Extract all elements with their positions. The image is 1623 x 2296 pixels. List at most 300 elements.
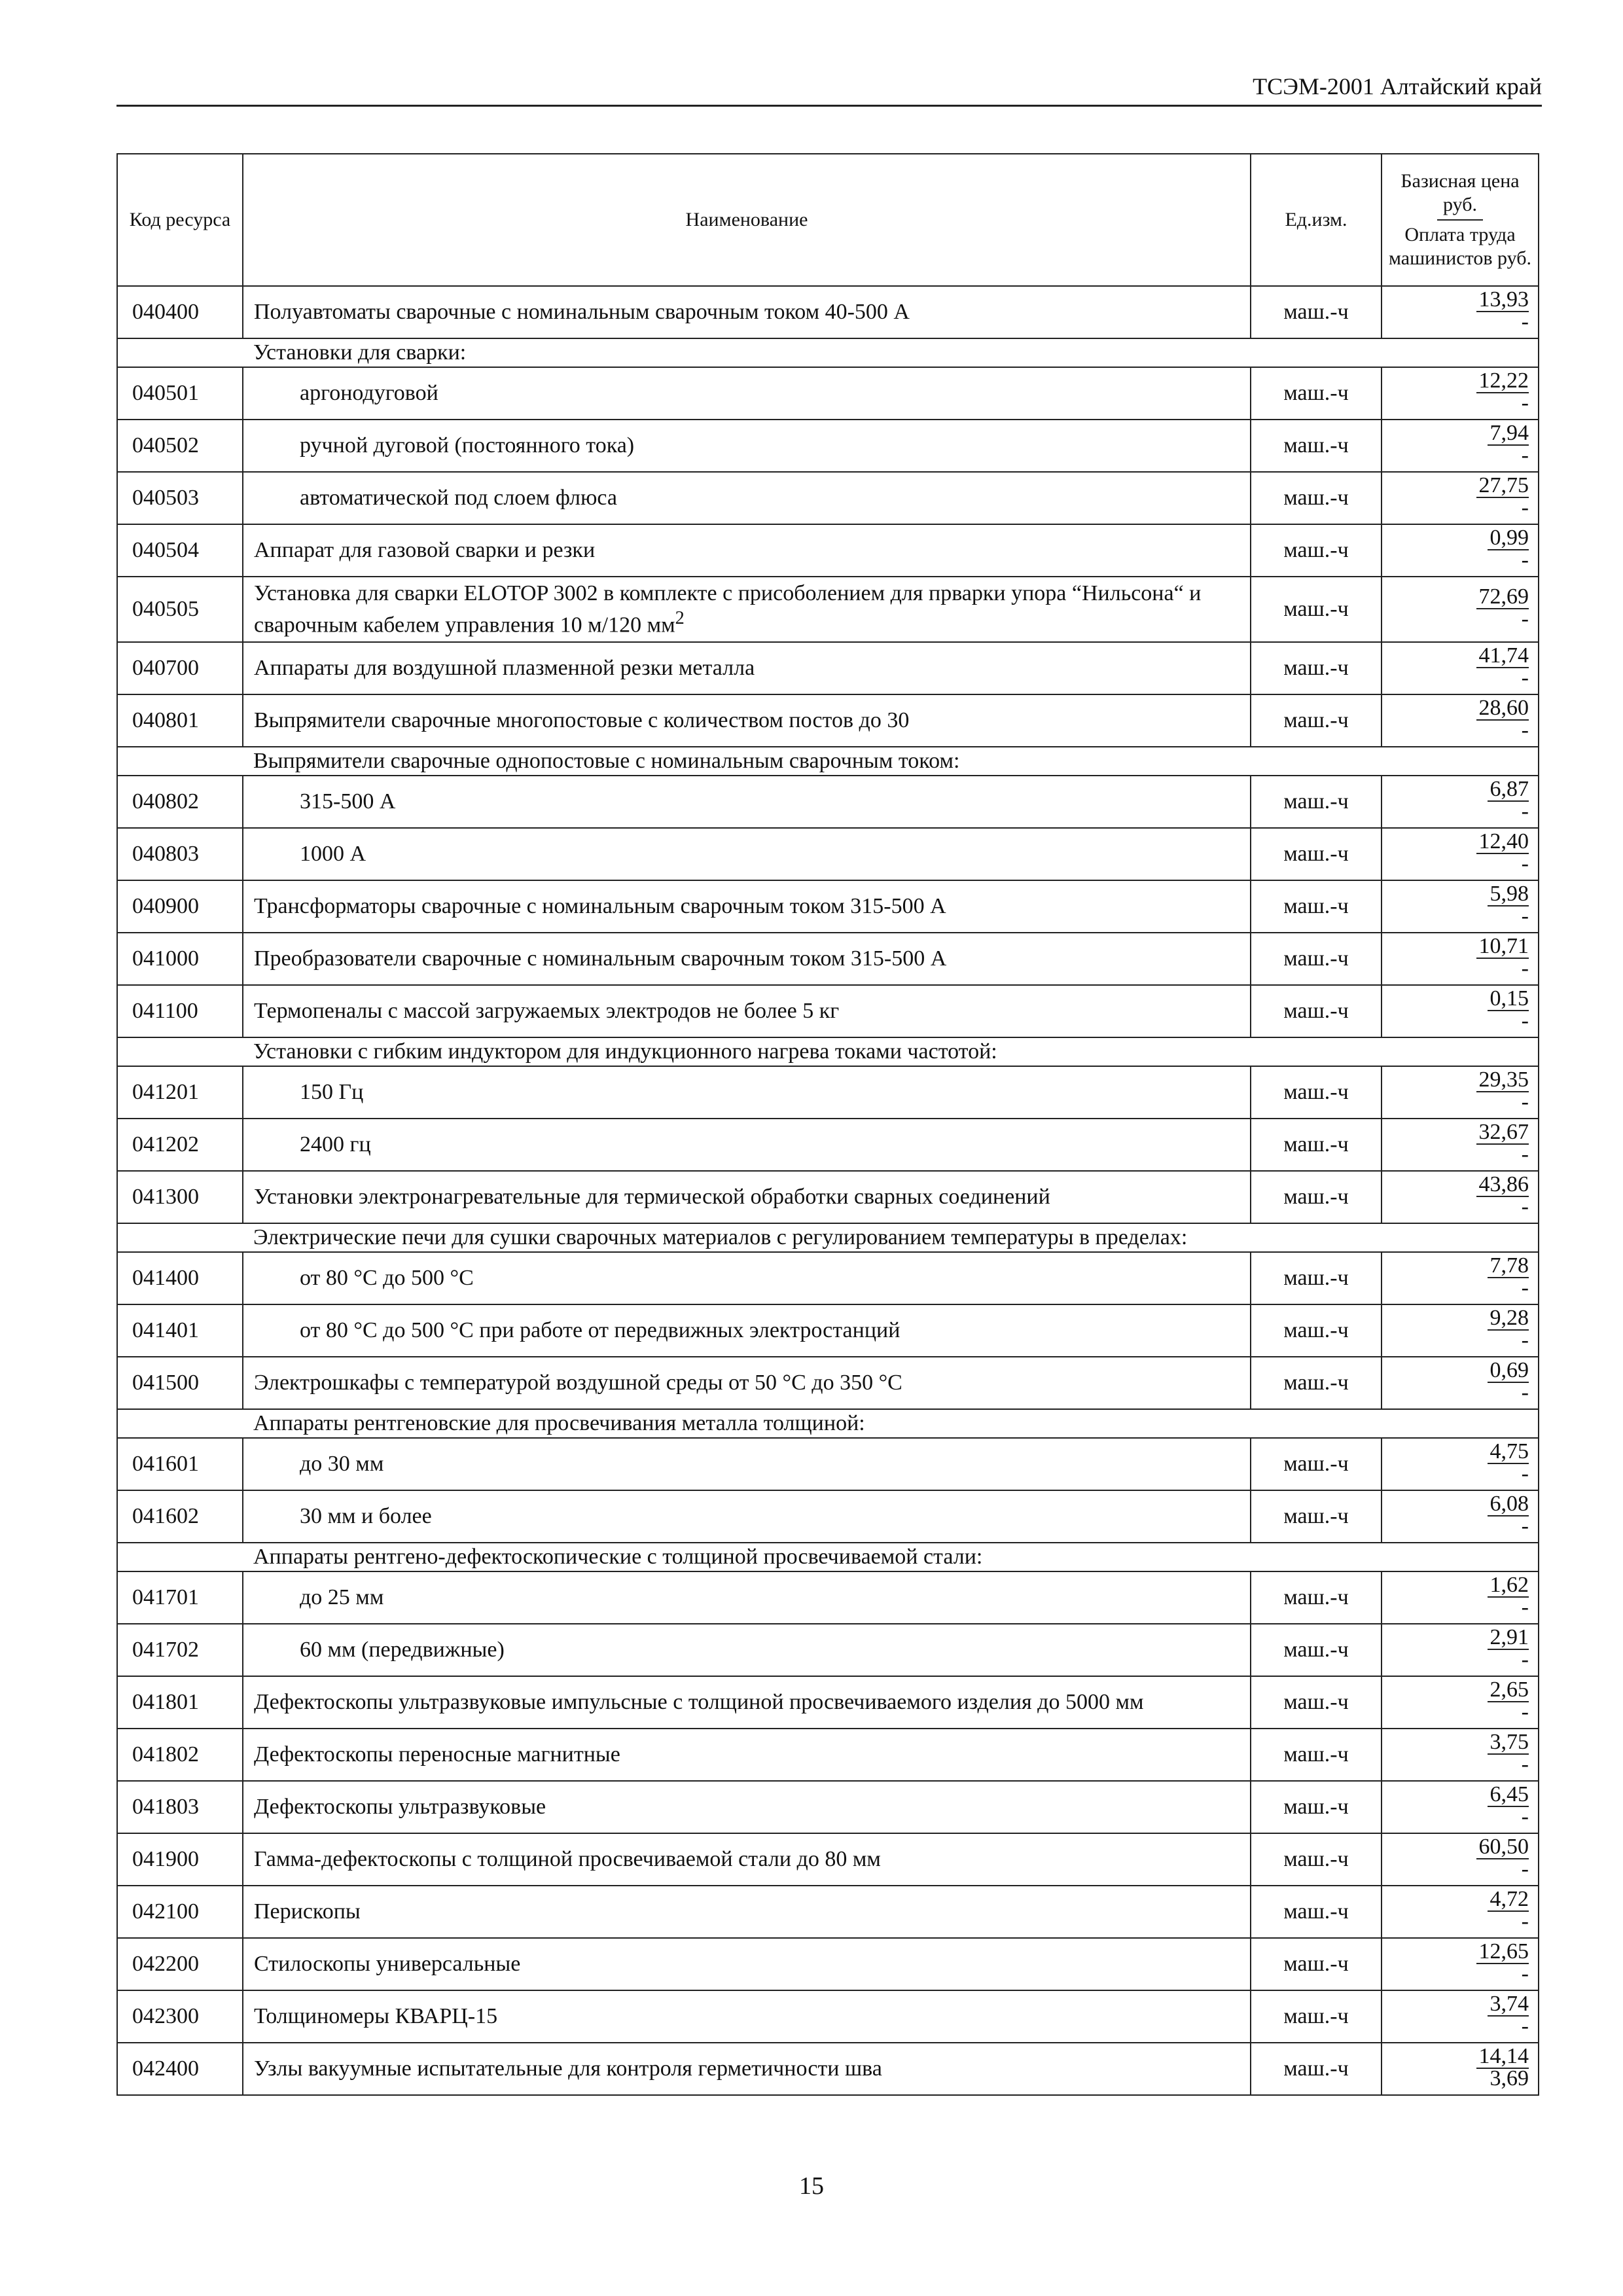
base-price: 3,74 [1488,1994,1529,2017]
page-number: 15 [799,2172,824,2200]
price-cell [1382,472,1539,524]
resource-name [243,694,1251,747]
operator-labor-cost: - [1521,718,1529,742]
operator-labor-cost: - [1521,548,1529,572]
table-row [117,1676,1539,1729]
price-fraction [1488,1494,1529,1536]
resource-name-text: Гамма-дефектоскопы с толщиной просвечиваемой стали до 80 мм [254,1847,881,1871]
base-price: 41,74 [1476,646,1529,668]
unit-of-measure: маш.-ч [1251,524,1382,577]
price-cell [1382,1171,1539,1223]
price-cell [1382,367,1539,420]
price-fraction [1476,584,1529,631]
header-divider [1437,219,1483,221]
table-row [117,577,1539,642]
running-header [116,72,1542,107]
resource-name-text: Установки электронагревательные для термической обработки сварных соединений [254,1185,1050,1209]
group-unit-cell [1251,1409,1382,1438]
resource-name-text: Трансформаторы сварочные с номинальным сварочным током 315-500 А [254,894,946,918]
group-title: Аппараты рентгеновские для просвечивания металла толщиной: [243,1409,1251,1438]
resource-name-text: 150 Гц [300,1080,364,1104]
base-price: 13,93 [1476,290,1529,312]
price-fraction [1476,1122,1529,1164]
operator-labor-cost: - [1521,799,1529,823]
price-fraction [1476,2044,1529,2090]
operator-labor-cost: - [1521,1194,1529,1219]
price-fraction [1488,1308,1529,1350]
group-title: Выпрямители сварочные однопостовые с номинальным сварочным током: [243,747,1251,776]
group-unit-cell [1251,1223,1382,1252]
resource-name [243,1252,1251,1304]
price-cell [1382,1119,1539,1171]
price-cell [1382,1990,1539,2043]
base-price: 6,08 [1488,1494,1529,1516]
price-cell [1382,880,1539,933]
table-row [117,1990,1539,2043]
price-cell [1382,286,1539,338]
group-title: Электрические печи для сушки сварочных материалов с регулированием температуры в пределах: [243,1223,1251,1252]
group-price-cell [1382,1037,1539,1066]
resource-name [243,1729,1251,1781]
column-header-unit: Ед.изм. [1251,154,1382,286]
price-cell [1382,420,1539,472]
resource-name-text: Аппараты для воздушной плазменной резки металла [254,656,755,680]
unit-of-measure: маш.-ч [1251,642,1382,694]
table-row [117,286,1539,338]
price-fraction [1488,528,1529,570]
resource-name-text: до 30 мм [300,1452,384,1476]
operator-labor-cost: - [1521,1804,1529,1829]
base-price: 28,60 [1476,698,1529,721]
resource-code: 041300 [117,1171,243,1223]
table-row [117,642,1539,694]
resource-code: 041000 [117,933,243,985]
operator-labor-cost: - [1521,1514,1529,1538]
resource-name-text: автоматической под слоем флюса [300,486,617,510]
operator-labor-cost: - [1521,1328,1529,1352]
price-cell [1382,1886,1539,1938]
unit-of-measure: маш.-ч [1251,1438,1382,1490]
group-header-row [117,338,1539,367]
resource-code: 040900 [117,880,243,933]
operator-labor-cost: - [1521,1462,1529,1486]
group-code-cell [117,1543,243,1571]
group-unit-cell [1251,747,1382,776]
unit-of-measure: маш.-ч [1251,694,1382,747]
price-fraction [1488,1994,1529,2036]
resource-name [243,985,1251,1037]
base-price: 2,65 [1488,1680,1529,1702]
unit-of-measure: маш.-ч [1251,1886,1382,1938]
table-row [117,1171,1539,1223]
base-price: 29,35 [1476,1070,1529,1092]
resource-name-text: Преобразователи сварочные с номинальным сварочным током 315-500 А [254,946,947,971]
group-code-cell [117,1409,243,1438]
resource-code: 041602 [117,1490,243,1543]
resource-name [243,1357,1251,1409]
resource-name-text: от 80 °С до 500 °С [300,1266,474,1290]
group-header-row [117,1543,1539,1571]
unit-of-measure: маш.-ч [1251,577,1382,642]
table-row [117,1357,1539,1409]
base-price: 27,75 [1476,476,1529,498]
price-fraction [1488,1575,1529,1617]
column-header-name: Наименование [243,154,1251,286]
base-price: 2,91 [1488,1628,1529,1650]
resource-name-text: Аппарат для газовой сварки и резки [254,538,596,562]
group-title: Аппараты рентгено-дефектоскопические с толщиной просвечиваемой стали: [243,1543,1251,1571]
group-header-row [117,1037,1539,1066]
price-cell [1382,828,1539,880]
group-code-cell [117,338,243,367]
resource-code: 041803 [117,1781,243,1833]
price-cell [1382,694,1539,747]
table-row [117,985,1539,1037]
price-fraction [1488,1439,1529,1486]
operator-labor-cost: - [1521,956,1529,980]
table-row [117,1938,1539,1990]
resource-name-text: Выпрямители сварочные многопостовые с количеством постов до 30 [254,708,910,732]
resource-code: 040503 [117,472,243,524]
price-fraction [1476,473,1529,520]
unit-of-measure: маш.-ч [1251,286,1382,338]
unit-of-measure: маш.-ч [1251,1066,1382,1119]
unit-of-measure: маш.-ч [1251,1938,1382,1990]
resource-name [243,933,1251,985]
unit-of-measure: маш.-ч [1251,1624,1382,1676]
resource-code: 041401 [117,1304,243,1357]
group-header-row [117,1223,1539,1252]
operator-labor-cost: - [1521,1700,1529,1724]
operator-labor-cost: - [1521,2014,1529,2038]
resource-name [243,1066,1251,1119]
unit-of-measure: маш.-ч [1251,1571,1382,1624]
price-cell [1382,642,1539,694]
resource-name [243,1571,1251,1624]
unit-of-measure: маш.-ч [1251,2043,1382,2095]
operator-labor-cost: - [1521,904,1529,928]
resource-code: 041801 [117,1676,243,1729]
resource-name-text: Установка для сварки ELOTOP 3002 в комплекте с присоболением для прварки упора “Нильсона“ и сварочным кабелем управления 10 м/120 мм [254,581,1202,637]
base-price: 72,69 [1476,587,1529,609]
column-header-price-bottom: Оплата труда машинистов руб. [1388,224,1532,269]
resource-name [243,642,1251,694]
resource-name [243,286,1251,338]
base-price: 10,71 [1476,937,1529,959]
resource-name-text: Термопеналы с массой загружаемых электродов не более 5 кг [254,999,840,1023]
resource-code: 040802 [117,776,243,828]
base-price: 4,75 [1488,1442,1529,1464]
column-header-code: Код ресурса [117,154,243,286]
resource-name-text: 60 мм (передвижные) [300,1638,505,1662]
resource-code: 040700 [117,642,243,694]
table-row [117,1490,1539,1543]
price-cell [1382,776,1539,828]
price-fraction [1476,829,1529,876]
operator-labor-cost: - [1521,1857,1529,1881]
unit-of-measure: маш.-ч [1251,1171,1382,1223]
price-fraction [1488,986,1529,1033]
operator-labor-cost: 3,69 [1489,2066,1529,2090]
resource-code: 040502 [117,420,243,472]
price-fraction [1476,698,1529,740]
base-price: 12,65 [1476,1942,1529,1964]
price-cell [1382,1066,1539,1119]
resource-code: 041400 [117,1252,243,1304]
table-row [117,524,1539,577]
resource-name [243,1490,1251,1543]
price-cell [1382,985,1539,1037]
resource-name [243,367,1251,420]
price-fraction [1476,1067,1529,1114]
resource-name [243,577,1251,642]
group-code-cell [117,1223,243,1252]
table-row [117,694,1539,747]
resource-code: 040801 [117,694,243,747]
operator-labor-cost: - [1521,1142,1529,1166]
group-price-cell [1382,1223,1539,1252]
table-header-row [117,154,1539,286]
resource-name [243,2043,1251,2095]
resource-code: 040501 [117,367,243,420]
unit-of-measure: маш.-ч [1251,1304,1382,1357]
resource-code: 042400 [117,2043,243,2095]
group-price-cell [1382,1409,1539,1438]
base-price: 0,15 [1488,989,1529,1011]
operator-labor-cost: - [1521,1276,1529,1300]
resource-name-text: от 80 °С до 500 °С при работе от передвижных электростанций [300,1318,901,1342]
unit-of-measure: маш.-ч [1251,367,1382,420]
operator-labor-cost: - [1521,310,1529,334]
table-row [117,2043,1539,2095]
operator-labor-cost: - [1521,1595,1529,1619]
table-row [117,1886,1539,1938]
unit-of-measure: маш.-ч [1251,1357,1382,1409]
base-price: 43,86 [1476,1175,1529,1197]
price-cell [1382,1729,1539,1781]
table-row [117,1729,1539,1781]
resource-name [243,1304,1251,1357]
group-price-cell [1382,1543,1539,1571]
resource-code: 041500 [117,1357,243,1409]
base-price: 6,45 [1488,1785,1529,1807]
price-cell [1382,1490,1539,1543]
price-cell [1382,1624,1539,1676]
unit-of-measure: маш.-ч [1251,828,1382,880]
resource-name-text: Узлы вакуумные испытательные для контроля герметичности шва [254,2056,882,2081]
resource-name [243,1938,1251,1990]
price-fraction [1476,1837,1529,1879]
resource-code: 041202 [117,1119,243,1171]
resource-name [243,1171,1251,1223]
price-cell [1382,1357,1539,1409]
price-cell [1382,1571,1539,1624]
price-fraction [1488,1625,1529,1672]
table-row [117,776,1539,828]
table-row [117,1438,1539,1490]
resource-code: 042100 [117,1886,243,1938]
table-row [117,1833,1539,1886]
resource-name-text: Дефектоскопы переносные магнитные [254,1742,620,1767]
group-title: Установки для сварки: [243,338,1251,367]
operator-labor-cost: - [1521,852,1529,876]
resource-code: 041900 [117,1833,243,1886]
price-fraction [1476,287,1529,334]
price-fraction [1476,368,1529,415]
resource-name-text: 2400 гц [300,1132,371,1157]
unit-of-measure: маш.-ч [1251,420,1382,472]
base-price: 9,28 [1488,1308,1529,1331]
resource-name-text: Дефектоскопы ультразвуковые импульсные с толщиной просвечиваемого изделия до 5000 мм [254,1690,1144,1714]
resource-code: 041601 [117,1438,243,1490]
resource-name-text: Стилоскопы универсальные [254,1952,521,1976]
operator-labor-cost: - [1521,1752,1529,1776]
price-fraction [1476,1939,1529,1986]
unit-of-measure: маш.-ч [1251,1252,1382,1304]
resource-code: 041100 [117,985,243,1037]
operator-labor-cost: - [1521,607,1529,631]
base-price: 14,14 [1476,2047,1529,2069]
unit-of-measure: маш.-ч [1251,1833,1382,1886]
resource-code: 040504 [117,524,243,577]
price-cell [1382,1304,1539,1357]
unit-of-measure: маш.-ч [1251,1119,1382,1171]
operator-labor-cost: - [1521,495,1529,520]
resource-code: 041802 [117,1729,243,1781]
resource-name-text: Толщиномеры КВАРЦ-15 [254,2004,498,2028]
operator-labor-cost: - [1521,1962,1529,1986]
table-row [117,472,1539,524]
base-price: 0,69 [1488,1361,1529,1383]
group-code-cell [117,1037,243,1066]
price-fraction [1488,884,1529,926]
base-price: 32,67 [1476,1122,1529,1145]
base-price: 5,98 [1488,884,1529,906]
price-cell [1382,1438,1539,1490]
unit-of-measure: маш.-ч [1251,933,1382,985]
unit-of-measure: маш.-ч [1251,1729,1382,1781]
group-unit-cell [1251,1037,1382,1066]
resource-name [243,828,1251,880]
unit-of-measure: маш.-ч [1251,1990,1382,2043]
column-header-price [1382,154,1539,286]
price-cell [1382,1676,1539,1729]
price-fraction [1488,1887,1529,1933]
resource-name [243,420,1251,472]
resource-name [243,1438,1251,1490]
resource-name [243,1990,1251,2043]
resource-name-text: Дефектоскопы ультразвуковые [254,1795,546,1819]
unit-of-measure: маш.-ч [1251,1490,1382,1543]
table-row [117,1304,1539,1357]
table-row [117,1571,1539,1624]
unit-of-measure: маш.-ч [1251,880,1382,933]
resource-name-text: Электрошкафы с температурой воздушной среды от 50 °С до 350 °С [254,1371,902,1395]
group-price-cell [1382,338,1539,367]
base-price: 4,72 [1488,1890,1529,1912]
resource-name [243,880,1251,933]
price-fraction [1488,423,1529,465]
superscript: 2 [675,607,685,628]
resource-name [243,1624,1251,1676]
base-price: 6,87 [1488,780,1529,802]
resource-name-text: 315-500 А [300,789,396,814]
operator-labor-cost: - [1521,1647,1529,1672]
price-cell [1382,1252,1539,1304]
group-price-cell [1382,747,1539,776]
table-row [117,880,1539,933]
resource-name [243,1781,1251,1833]
resource-code: 041702 [117,1624,243,1676]
resource-name [243,472,1251,524]
resource-name-text: до 25 мм [300,1585,384,1609]
resource-code: 040400 [117,286,243,338]
table-row [117,1119,1539,1171]
resource-name [243,776,1251,828]
resource-name [243,1676,1251,1729]
table-row [117,1781,1539,1833]
operator-labor-cost: - [1521,1090,1529,1114]
base-price: 12,22 [1476,371,1529,393]
operator-labor-cost: - [1521,666,1529,690]
base-price: 60,50 [1476,1837,1529,1859]
resource-name [243,1886,1251,1938]
operator-labor-cost: - [1521,391,1529,415]
table-row [117,828,1539,880]
group-unit-cell [1251,338,1382,367]
price-cell [1382,1938,1539,1990]
price-cell [1382,933,1539,985]
unit-of-measure: маш.-ч [1251,472,1382,524]
price-cell [1382,1833,1539,1886]
resource-name-text: 1000 А [300,842,366,866]
resource-code: 042300 [117,1990,243,2043]
price-cell [1382,1781,1539,1833]
group-header-row [117,747,1539,776]
resource-name-text: Полуавтоматы сварочные с номинальным сварочным током 40-500 А [254,300,910,324]
unit-of-measure: маш.-ч [1251,776,1382,828]
price-fraction [1488,777,1529,823]
base-price: 7,78 [1488,1256,1529,1278]
price-fraction [1476,643,1529,690]
resource-code: 042200 [117,1938,243,1990]
price-fraction [1488,1677,1529,1724]
resource-name [243,1833,1251,1886]
price-cell [1382,2043,1539,2095]
base-price: 1,62 [1488,1575,1529,1598]
table-row [117,420,1539,472]
resource-name-text: 30 мм и более [300,1504,432,1528]
group-header-row [117,1409,1539,1438]
price-fraction [1488,1358,1529,1405]
table-body [117,286,1539,2095]
table-row [117,933,1539,985]
table-row [117,1624,1539,1676]
resource-name-text: аргонодуговой [300,381,438,405]
base-price: 3,75 [1488,1732,1529,1755]
resource-name [243,1119,1251,1171]
unit-of-measure: маш.-ч [1251,985,1382,1037]
price-fraction [1488,1253,1529,1300]
resource-name-text: ручной дуговой (постоянного тока) [300,433,635,457]
group-unit-cell [1251,1543,1382,1571]
resource-code: 041701 [117,1571,243,1624]
price-fraction [1488,1782,1529,1829]
base-price: 0,99 [1488,528,1529,550]
operator-labor-cost: - [1521,443,1529,467]
base-price: 7,94 [1488,423,1529,446]
resource-code: 040505 [117,577,243,642]
